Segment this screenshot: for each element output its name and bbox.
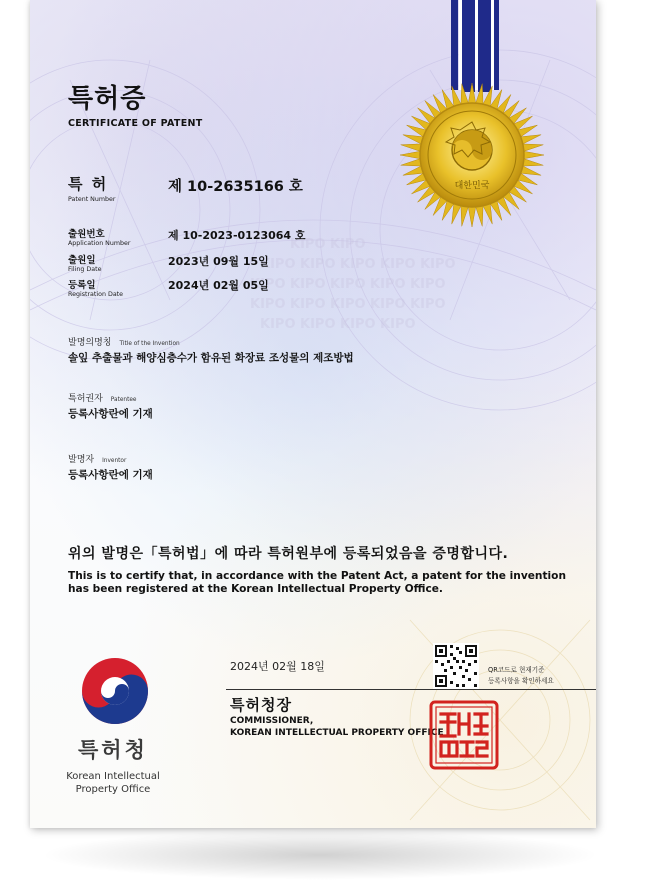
- kipo-logo-text-ko: 특허청: [78, 738, 148, 762]
- medal-text: 대한민국: [454, 181, 490, 191]
- medal-ray: [521, 135, 541, 144]
- application-label-en: Application Number: [68, 240, 131, 247]
- registration-label-en: Registration Date: [68, 291, 124, 298]
- certificate-page: [30, 0, 596, 828]
- patent-number: 제 10-2635166 호: [168, 179, 303, 195]
- inventor-value: 등록사항란에 기재: [68, 469, 153, 481]
- certification-statement-en: This is to certify that, in accordance with the Patent Act, a patent for the invention has been registered at the Korean Intellectual Property Office.: [68, 570, 566, 595]
- qr-code-icon[interactable]: [433, 643, 479, 689]
- page-title: 특허증: [68, 84, 147, 114]
- official-red-seal-icon: [429, 700, 499, 770]
- medal-ray: [476, 206, 483, 226]
- medal-ray: [400, 151, 420, 158]
- watermark-text: KIPO KIPO: [290, 237, 366, 252]
- patent-label-en: Patent Number: [68, 196, 116, 203]
- medal-ray: [461, 84, 468, 104]
- page-subtitle: CERTIFICATE OF PATENT: [68, 118, 203, 129]
- medal-ray: [468, 83, 475, 103]
- patent-label: 특 허: [68, 175, 109, 193]
- medal-ray: [403, 166, 423, 175]
- medal-ray: [452, 204, 461, 224]
- medal-ray: [523, 144, 543, 151]
- medal-ray: [401, 144, 421, 151]
- svg-text:KIPO KIPO KIPO KIPO KIPO: KIPO KIPO KIPO KIPO KIPO: [250, 297, 446, 312]
- medal-ray: [461, 206, 468, 226]
- svg-text:KIPO KIPO KIPO KIPO KIPO: KIPO KIPO KIPO KIPO KIPO: [250, 277, 446, 292]
- patentee-value: 등록사항란에 기재: [68, 408, 153, 420]
- inventor-label: 발명자 Inventor: [68, 455, 127, 465]
- patentee-label: 특허권자 Patentee: [68, 394, 137, 404]
- certification-statement-ko: 위의 발명은「특허법」에 따라 특허원부에 등록되었음을 증명합니다.: [68, 546, 509, 562]
- issue-date: 2024년 02월 18일: [230, 660, 325, 673]
- commissioner-title-ko: 특허청장: [230, 696, 292, 714]
- application-label: 출원번호: [68, 229, 105, 240]
- taegeuk-logo-icon: [80, 656, 150, 726]
- registration-label: 등록일: [68, 280, 96, 291]
- kipo-logo-text-en: Korean Intellectual Property Office: [66, 771, 160, 795]
- medal-ray: [476, 84, 483, 104]
- filing-label: 출원일: [68, 255, 96, 266]
- medal-ray: [483, 204, 492, 224]
- application-number: 제 10-2023-0123064 호: [168, 229, 306, 242]
- medal-ray: [523, 159, 543, 166]
- page-shadow: [40, 830, 600, 880]
- medal-ray: [521, 166, 541, 175]
- signature-line: [226, 689, 596, 690]
- national-emblem-seal-icon: [397, 80, 547, 230]
- filing-label-en: Filing Date: [68, 266, 102, 273]
- medal-ray: [403, 135, 423, 144]
- svg-text:KIPO KIPO KIPO KIPO: KIPO KIPO KIPO KIPO: [260, 317, 416, 332]
- invention-title: 솔잎 추출물과 해양심층수가 함유된 화장료 조성물의 제조방법: [68, 352, 354, 364]
- invention-label: 발명의명칭 Title of the Invention: [68, 338, 180, 348]
- medal-ray: [483, 86, 492, 106]
- registration-date: 2024년 02월 05일: [168, 279, 269, 292]
- medal-ray: [401, 159, 421, 166]
- svg-text:KIPO KIPO KIPO KIPO KIPO: KIPO KIPO KIPO KIPO KIPO: [260, 257, 456, 272]
- medal-ray: [524, 151, 544, 158]
- filing-date: 2023년 09월 15일: [168, 255, 269, 268]
- commissioner-title-en: COMMISSIONER, KOREAN INTELLECTUAL PROPERTY OFFICE: [230, 716, 444, 738]
- qr-note: QR코드로 현재기준 등록사항을 확인하세요: [488, 666, 554, 685]
- medal-ray: [452, 86, 461, 106]
- medal-ray: [468, 207, 475, 227]
